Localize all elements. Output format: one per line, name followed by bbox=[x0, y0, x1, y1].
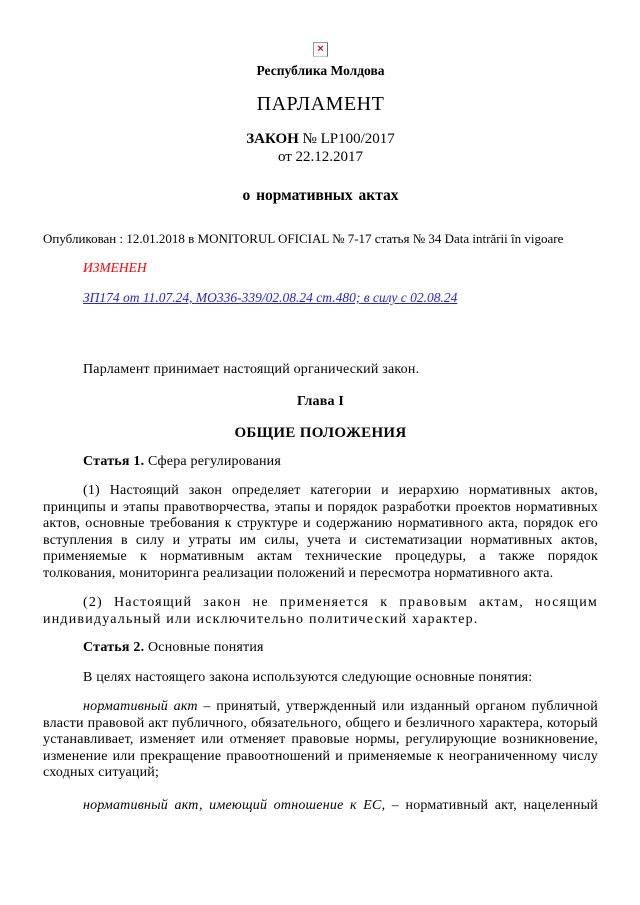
law-number-block bbox=[43, 130, 598, 166]
law-body bbox=[43, 362, 598, 814]
article-1-label: Статья 1. bbox=[83, 453, 145, 469]
article-2-label: Статья 2. bbox=[83, 640, 145, 655]
law-label: ЗАКОН bbox=[246, 131, 299, 147]
definition-eu-act-text: – нормативный акт, нацеленный bbox=[385, 797, 598, 813]
amendment-link-row bbox=[83, 289, 598, 306]
definition-normative-act-text: – принятый, утвержденный или изданный органом публичной власти правовой акт публичного, обязательного, общего и безличного характера, который устанавливает, изменяет или отменяет правовые нормы, регулирующие возникновение, изменение или прекращение правоотношений и применяемые к неограниченному числу сходных ситуаций; bbox=[43, 699, 598, 780]
definition-eu-act bbox=[43, 798, 598, 815]
chapter-heading: Глава I bbox=[296, 393, 345, 409]
definition-normative-act bbox=[43, 699, 598, 782]
definitions-intro: В целях настоящего закона используются следующие основные понятия: bbox=[83, 669, 533, 685]
paragraph-2: (2) Настоящий закон не применяется к правовым актам, носящим индивидуальный или исключительно политический характер. bbox=[43, 595, 598, 627]
law-number-line bbox=[43, 130, 598, 148]
law-number: № LP100/2017 bbox=[298, 131, 395, 147]
paragraph-1: (1) Настоящий закон определяет категории и иерархию нормативных актов, принципы и этапы правотворчества, этапы и порядок разработки проектов нормативных актов, основные требования к структуре и содержанию нормативного акта, порядок его вступления в силу и утраты им силы, учета и систематизации нормативных актов, применяемые к нормативным актам технические процедуры, а также порядок толкования, мониторинга реализации положений и пересмотра нормативного акта. bbox=[43, 483, 598, 581]
broken-image-icon bbox=[313, 42, 328, 57]
document-title: о нормативных актах bbox=[242, 187, 399, 204]
article-1-title: Сфера регулирования bbox=[144, 453, 282, 469]
definition-normative-act-term: нормативный акт bbox=[83, 699, 198, 714]
country-title: Республика Молдова bbox=[256, 63, 385, 78]
intro-paragraph: Парламент принимает настоящий органический закон. bbox=[83, 362, 420, 377]
article-2-title: Основные понятия bbox=[144, 640, 264, 655]
amendment-link[interactable]: ЗП174 от 11.07.24, МО336-339/02.08.24 ст.480; в силу с 02.08.24 bbox=[83, 290, 458, 305]
broken-image-x-glyph: × bbox=[317, 42, 324, 55]
article-2-heading bbox=[43, 640, 598, 657]
institution-title: ПАРЛАМЕНТ bbox=[256, 93, 385, 115]
published-line: Опубликован : 12.01.2018 в MONITORUL OFICIAL № 7-17 статья № 34 Data intrării în vigoare bbox=[43, 231, 564, 246]
article-1-heading bbox=[43, 454, 598, 471]
definition-eu-act-term: нормативный акт, имеющий отношение к ЕС, bbox=[83, 797, 386, 813]
icon-row bbox=[43, 40, 598, 56]
chapter-title: ОБЩИЕ ПОЛОЖЕНИЯ bbox=[234, 424, 407, 441]
amended-label: ИЗМЕНЕН bbox=[83, 260, 147, 275]
law-date: от 22.12.2017 bbox=[277, 149, 364, 165]
